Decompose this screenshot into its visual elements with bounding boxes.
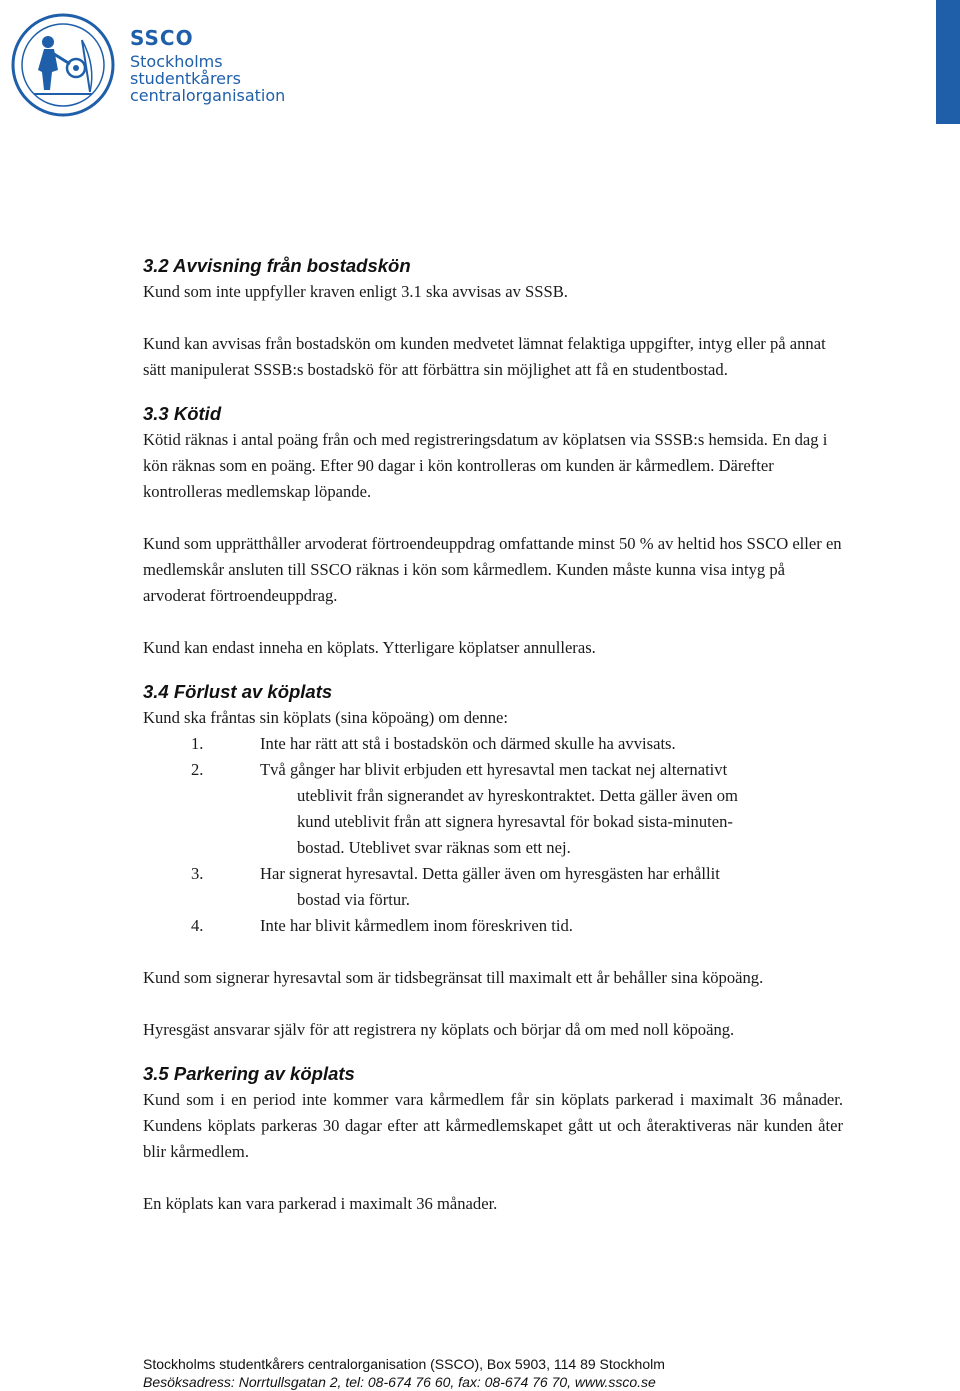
paragraph: Kund som inte uppfyller kraven enligt 3.1 ska avvisas av SSSB. [143, 282, 568, 301]
page-footer [143, 1355, 665, 1391]
section-heading: 3.3 Kötid [143, 403, 222, 424]
paragraph: En köplats kan vara parkerad i maximalt 36 månader. [143, 1194, 498, 1213]
list-number: 4. [191, 916, 204, 935]
org-brand [130, 28, 285, 104]
list-text: Har signerat hyresavtal. Detta gäller även om hyresgästen har erhållit [260, 864, 720, 883]
list-number: 1. [191, 734, 204, 753]
ssco-seal-icon [10, 12, 116, 118]
section-3-2 [143, 253, 843, 383]
paragraph: Kötid räknas i antal poäng från och med registreringsdatum av köplatsen via SSSB:s hemsida. En dag i kön räknas som en poäng. Efter 90 dagar i kön kontrolleras om kunden är kårmedlem. Därefter kontrolleras medlemskap löpande. [143, 430, 828, 501]
paragraph: Kund som i en period inte kommer vara kårmedlem får sin köplats parkerad i maximalt 36 månader. Kundens köplats parkeras 30 dagar efter att kårmedlemskapet gått ut och återaktiveras när kunden åter blir kårmedlem. [143, 1090, 843, 1161]
header-accent-bar [936, 0, 960, 124]
list-text-continued: bostad. Uteblivet svar räknas som ett nej. [297, 838, 571, 857]
org-abbr: SSCO [130, 26, 194, 50]
paragraph: Kund kan endast inneha en köplats. Ytterligare köplatser annulleras. [143, 638, 596, 657]
list-text-continued: kund uteblivit från att signera hyresavtal för bokad sista-minuten- [297, 812, 733, 831]
paragraph: Hyresgäst ansvarar själv för att registrera ny köplats och börjar då om med noll köpoäng. [143, 1020, 735, 1039]
document-body [143, 253, 843, 1217]
org-name-line-1: Stockholms [130, 51, 223, 71]
list-number: 3. [191, 864, 204, 883]
list-item [143, 757, 843, 861]
section-heading: 3.5 Parkering av köplats [143, 1063, 355, 1084]
section-3-5 [143, 1061, 843, 1217]
org-name-line-2: studentkårers [130, 68, 241, 88]
list-number: 2. [191, 760, 204, 779]
list-text: Två gånger har blivit erbjuden ett hyresavtal men tackat nej alternativt [260, 760, 728, 779]
footer-contact: Besöksadress: Norrtullsgatan 2, tel: 08-674 76 60, fax: 08-674 76 70, www.ssco.se [143, 1374, 656, 1390]
org-name-line-3: centralorganisation [130, 86, 286, 106]
list-item [143, 861, 843, 913]
paragraph: Kund som signerar hyresavtal som är tidsbegränsat till maximalt ett år behåller sina köpoäng. [143, 968, 764, 987]
numbered-list [143, 731, 843, 939]
list-text: Inte har rätt att stå i bostadskön och därmed skulle ha avvisats. [260, 734, 676, 753]
paragraph: Kund ska fråntas sin köplats (sina köpoäng) om denne: [143, 708, 508, 727]
section-3-3 [143, 401, 843, 661]
paragraph: Kund kan avvisas från bostadskön om kunden medvetet lämnat felaktiga uppgifter, intyg eller på annat sätt manipulerat SSSB:s bostadskö för att förbättra sin möjlighet att få en studentbostad. [143, 334, 826, 379]
list-text-continued: bostad via förtur. [297, 890, 410, 909]
footer-address: Stockholms studentkårers centralorganisation (SSCO), Box 5903, 114 89 Stockholm [143, 1356, 665, 1372]
list-text: Inte har blivit kårmedlem inom föreskriven tid. [260, 916, 573, 935]
list-item [143, 731, 843, 757]
list-text-continued: uteblivit från signerandet av hyreskontraktet. Detta gäller även om [297, 786, 738, 805]
section-heading: 3.2 Avvisning från bostadskön [143, 255, 411, 276]
section-3-4 [143, 679, 843, 1043]
section-heading: 3.4 Förlust av köplats [143, 681, 333, 702]
paragraph: Kund som upprätthåller arvoderat förtroendeuppdrag omfattande minst 50 % av heltid hos SSCO eller en medlemskår ansluten till SSCO räknas i kön som kårmedlem. Kunden måste kunna visa intyg på arvoderat förtroendeuppdrag. [143, 534, 842, 605]
list-item [143, 913, 843, 939]
